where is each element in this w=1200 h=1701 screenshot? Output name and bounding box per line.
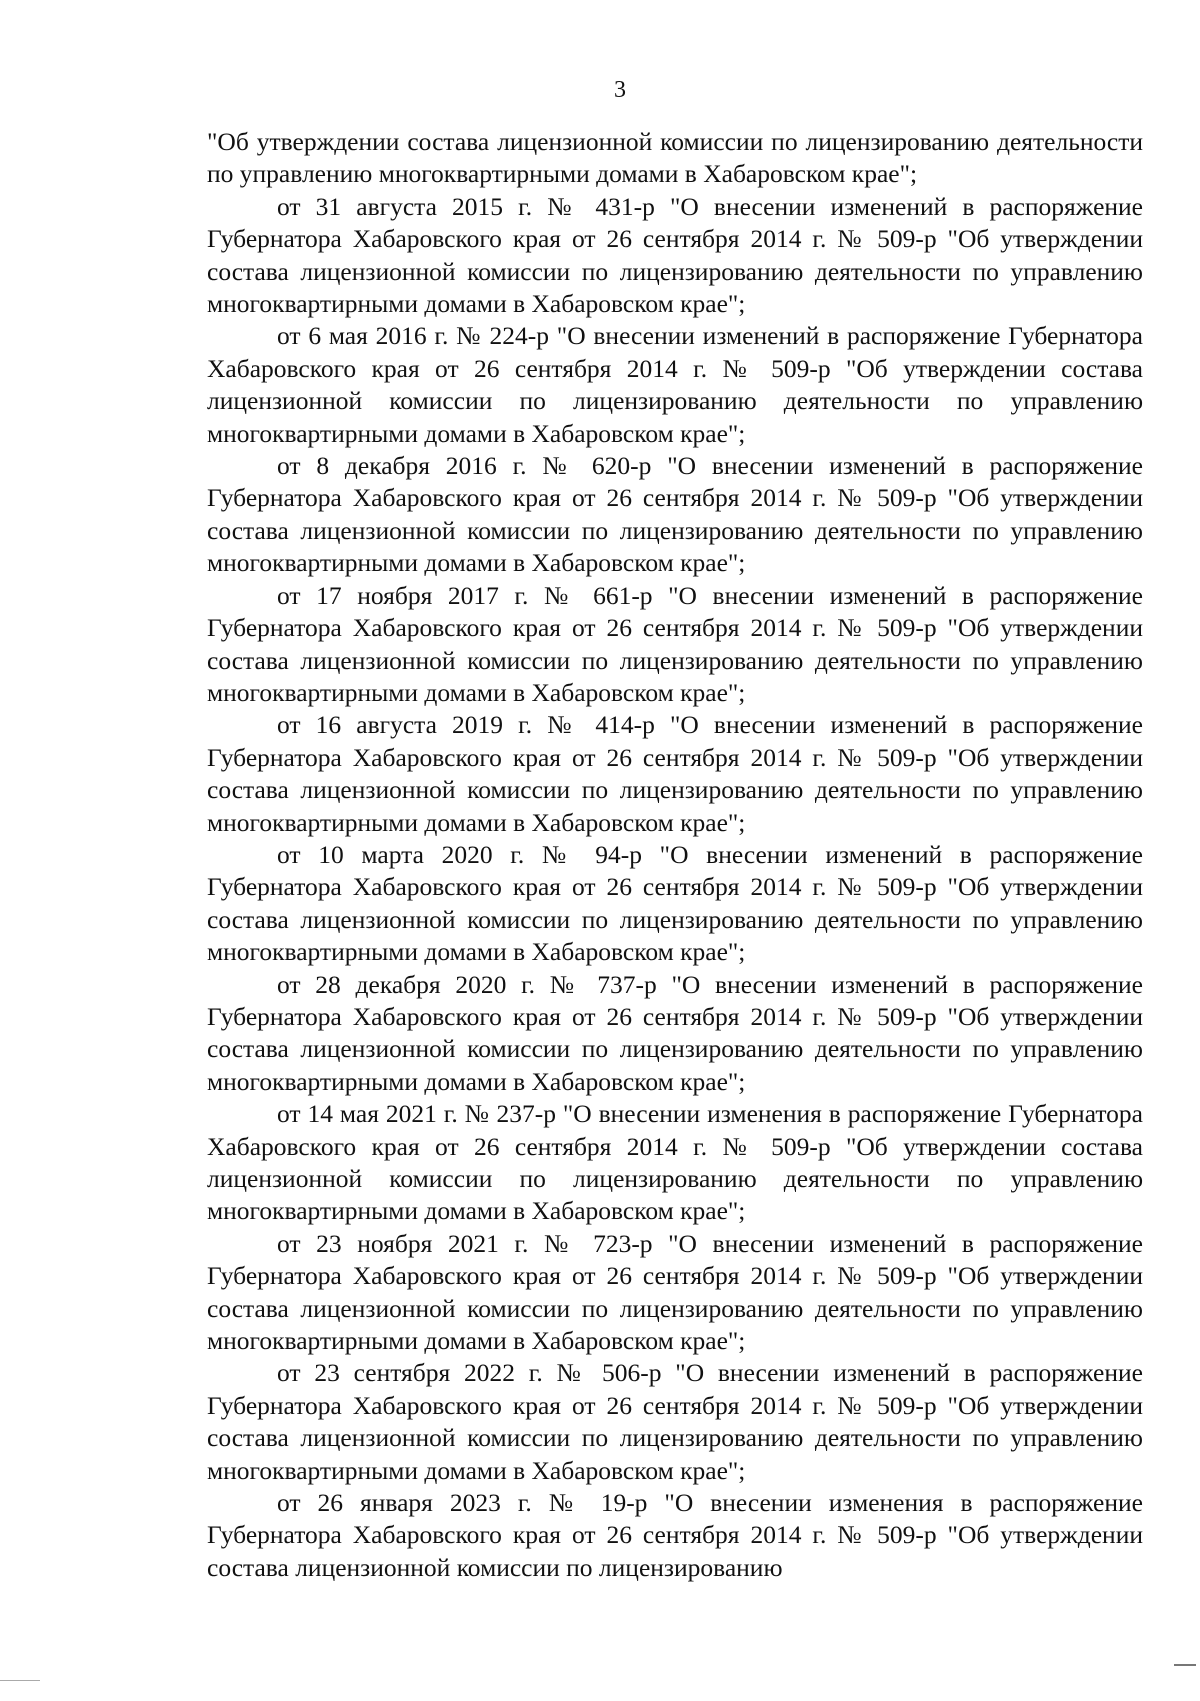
page-number: 3 xyxy=(614,77,626,103)
paragraph: от 23 ноября 2021 г. № 723-р "О внесении изменений в распоряжение Губернатора Хабаровского края от 26 сентября 2014 г. № 509-р "Об утверждении состава лицензионной комиссии по лицензированию деятельности по управлению многоквартирными домами в Хабаровском крае"; xyxy=(207,1228,1143,1356)
paragraph: от 6 мая 2016 г. № 224-р "О внесении изменений в распоряжение Губернатора Хабаровского края от 26 сентября 2014 г. № 509-р "Об утверждении состава лицензионной комиссии по лицензированию деятельности по управлению многоквартирными домами в Хабаровском крае"; xyxy=(207,321,1143,448)
scan-edge-mark xyxy=(0,1680,40,1681)
paragraph: от 31 августа 2015 г. № 431-р "О внесении изменений в распоряжение Губернатора Хабаровского края от 26 сентября 2014 г. № 509-р "Об утверждении состава лицензионной комиссии по лицензированию деятельности по управлению многоквартирными домами в Хабаровском крае"; xyxy=(207,191,1143,319)
paragraph: от 28 декабря 2020 г. № 737-р "О внесении изменений в распоряжение Губернатора Хабаровского края от 26 сентября 2014 г. № 509-р "Об утверждении состава лицензионной комиссии по лицензированию деятельности по управлению многоквартирными домами в Хабаровском крае"; xyxy=(207,969,1143,1096)
paragraph: от 26 января 2023 г. № 19-р "О внесении изменения в распоряжение Губернатора Хабаровского края от 26 сентября 2014 г. № 509-р "Об утверждении состава лицензионной комиссии по лицензированию xyxy=(207,1488,1143,1582)
paragraph: от 8 декабря 2016 г. № 620-р "О внесении изменений в распоряжение Губернатора Хабаровского края от 26 сентября 2014 г. № 509-р "Об утверждении состава лицензионной комиссии по лицензированию деятельности по управлению многоквартирными домами в Хабаровском крае"; xyxy=(207,451,1143,578)
scan-edge-mark xyxy=(1174,1664,1196,1666)
paragraph: от 14 мая 2021 г. № 237-р "О внесении изменения в распоряжение Губернатора Хабаровского края от 26 сентября 2014 г. № 509-р "Об утверждении состава лицензионной комиссии по лицензированию деятельности по управлению многоквартирными домами в Хабаровском крае"; xyxy=(207,1099,1143,1226)
paragraph: от 16 августа 2019 г. № 414-р "О внесении изменений в распоряжение Губернатора Хабаровского края от 26 сентября 2014 г. № 509-р "Об утверждении состава лицензионной комиссии по лицензированию деятельности по управлению многоквартирными домами в Хабаровском крае"; xyxy=(207,710,1143,837)
paragraph: от 17 ноября 2017 г. № 661-р "О внесении изменений в распоряжение Губернатора Хабаровского края от 26 сентября 2014 г. № 509-р "Об утверждении состава лицензионной комиссии по лицензированию деятельности по управлению многоквартирными домами в Хабаровском крае"; xyxy=(207,580,1143,707)
document-body xyxy=(207,126,1143,1584)
paragraph: от 23 сентября 2022 г. № 506-р "О внесении изменений в распоряжение Губернатора Хабаровского края от 26 сентября 2014 г. № 509-р "Об утверждении состава лицензионной комиссии по лицензированию деятельности по управлению многоквартирными домами в Хабаровском крае"; xyxy=(207,1358,1143,1485)
paragraph: "Об утверждении состава лицензионной комиссии по лицензированию деятельности по управлению многоквартирными домами в Хабаровском крае"; xyxy=(207,127,1143,189)
paragraph: от 10 марта 2020 г. № 94-р "О внесении изменений в распоряжение Губернатора Хабаровского края от 26 сентября 2014 г. № 509-р "Об утверждении состава лицензионной комиссии по лицензированию деятельности по управлению многоквартирными домами в Хабаровском крае"; xyxy=(207,839,1143,967)
